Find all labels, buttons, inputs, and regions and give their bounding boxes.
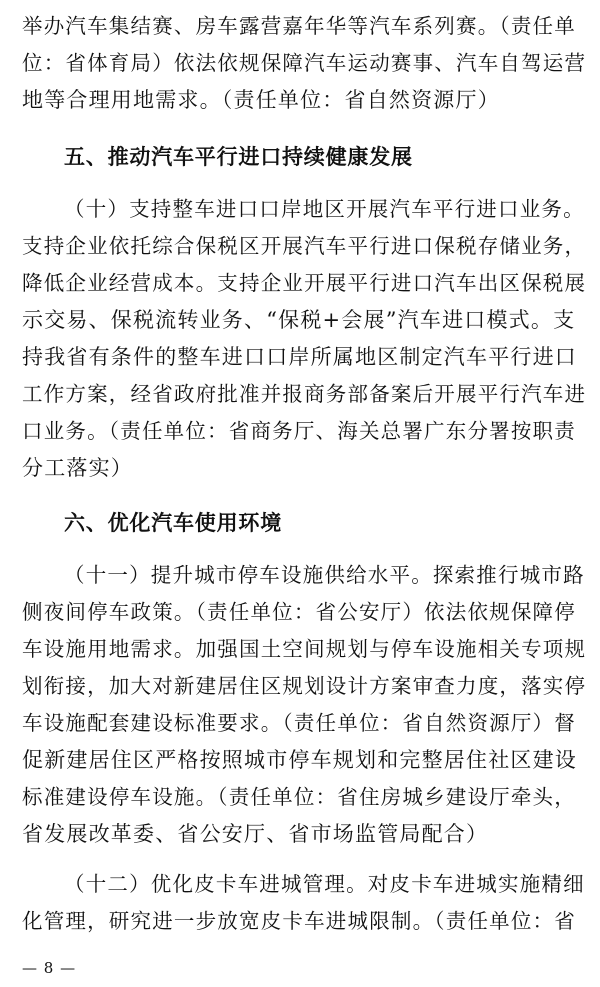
text-line: （十一）提升城市停车设施供给水平。探索推行城市路	[64, 563, 585, 587]
text-line: 位：省体育局）依法依规保障汽车运动赛事、汽车自驾运营	[22, 51, 587, 75]
text-line: 举办汽车集结赛、房车露营嘉年华等汽车系列赛。（责任单	[22, 14, 576, 38]
text-line: 标准建设停车设施。（责任单位：省住房城乡建设厅牵头，	[22, 785, 576, 809]
text-line: 化管理，研究进一步放宽皮卡车进城限制。（责任单位：省	[22, 909, 576, 933]
text-line: （十）支持整车进口口岸地区开展汽车平行进口业务。	[64, 197, 585, 221]
text-line: 省发展改革委、省公安厅、省市场监管局配合）	[22, 822, 489, 846]
text-line: 降低企业经营成本。支持企业开展平行进口汽车出区保税展	[22, 271, 587, 295]
text-line: 地等合理用地需求。（责任单位：省自然资源厅）	[22, 88, 500, 112]
text-line: 口业务。（责任单位：省商务厅、海关总署广东分署按职责	[22, 419, 576, 443]
text-line: 车设施用地需求。加强国土空间规划与停车设施相关专项规	[22, 637, 587, 661]
text-line: 示交易、保税流转业务、“保税+会展”汽车进口模式。支	[22, 308, 576, 332]
page-number: — 8 —	[22, 959, 77, 977]
text-line: （十二）优化皮卡车进城管理。对皮卡车进城实施精细	[64, 872, 585, 896]
section-heading: 五、推动汽车平行进口持续健康发展	[64, 145, 413, 169]
text-line: 持我省有条件的整车进口口岸所属地区制定汽车平行进口	[22, 345, 577, 369]
text-line: 划衔接，加大对新建居住区规划设计方案审查力度，落实停	[22, 674, 587, 698]
text-line: 促新建居住区严格按照城市停车规划和完整居住社区建设	[22, 748, 577, 772]
text-line: 工作方案，经省政府批准并报商务部备案后开展平行汽车进	[22, 382, 587, 406]
text-line: 车设施配套建设标准要求。（责任单位：省自然资源厅）督	[22, 711, 576, 735]
section-heading: 六、优化汽车使用环境	[64, 511, 282, 535]
text-line: 分工落实）	[22, 456, 133, 480]
text-line: 侧夜间停车政策。（责任单位：省公安厅）依法依规保障停	[22, 600, 576, 624]
text-line: 支持企业依托综合保税区开展汽车平行进口保税存储业务，	[22, 234, 587, 258]
